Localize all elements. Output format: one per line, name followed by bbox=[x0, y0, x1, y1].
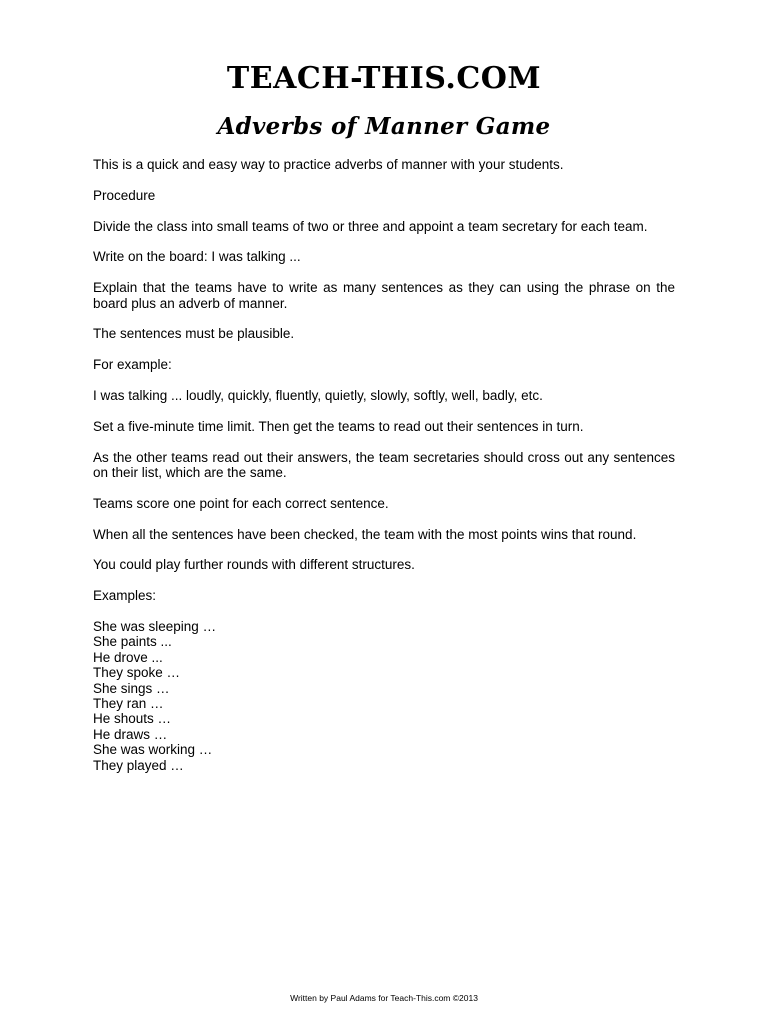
procedure-heading: Procedure bbox=[93, 187, 156, 203]
intro-paragraph: This is a quick and easy way to practice adverbs of manner with your students. bbox=[93, 157, 564, 172]
procedure-step: Write on the board: I was talking ... bbox=[93, 249, 301, 265]
list-item: She sings … bbox=[93, 680, 170, 696]
example-heading: For example: bbox=[93, 357, 172, 373]
procedure-step: Teams score one point for each correct sentence. bbox=[93, 495, 389, 511]
footer-credit: Written by Paul Adams for Teach-This.com ©2013 bbox=[290, 993, 478, 1003]
list-item: She was sleeping … bbox=[93, 618, 217, 634]
procedure-step: As the other teams read out their answers, the team secretaries should cross out any sentences on their list, which are the same. bbox=[93, 449, 675, 480]
procedure-step: Divide the class into small teams of two or three and appoint a team secretary for each team. bbox=[93, 218, 648, 234]
worksheet-title: Adverbs of Manner Game bbox=[217, 113, 551, 140]
list-item: He draws … bbox=[93, 726, 168, 742]
list-item: He drove ... bbox=[93, 649, 163, 665]
instructions-body bbox=[93, 157, 675, 773]
examples-heading: Examples: bbox=[93, 588, 157, 604]
list-item: She paints ... bbox=[93, 634, 172, 650]
procedure-step: Set a five-minute time limit. Then get the teams to read out their sentences in turn. bbox=[93, 418, 584, 434]
procedure-step: When all the sentences have been checked, the team with the most points wins that round. bbox=[93, 526, 637, 542]
list-item: They ran … bbox=[93, 696, 164, 711]
list-item: He shouts … bbox=[93, 711, 172, 727]
examples-list bbox=[93, 619, 675, 773]
list-item: They played … bbox=[93, 757, 184, 773]
procedure-step: You could play further rounds with different structures. bbox=[93, 557, 415, 573]
example-sentence: I was talking ... loudly, quickly, fluently, quietly, slowly, softly, well, badly, etc. bbox=[93, 387, 543, 403]
list-item: She was working … bbox=[93, 742, 213, 758]
procedure-step: The sentences must be plausible. bbox=[93, 326, 295, 342]
list-item: They spoke … bbox=[93, 665, 181, 681]
brand-title: TEACH-THIS.COM bbox=[226, 61, 542, 96]
procedure-step: Explain that the teams have to write as many sentences as they can using the phrase on the board plus an adverb of manner. bbox=[93, 280, 675, 311]
